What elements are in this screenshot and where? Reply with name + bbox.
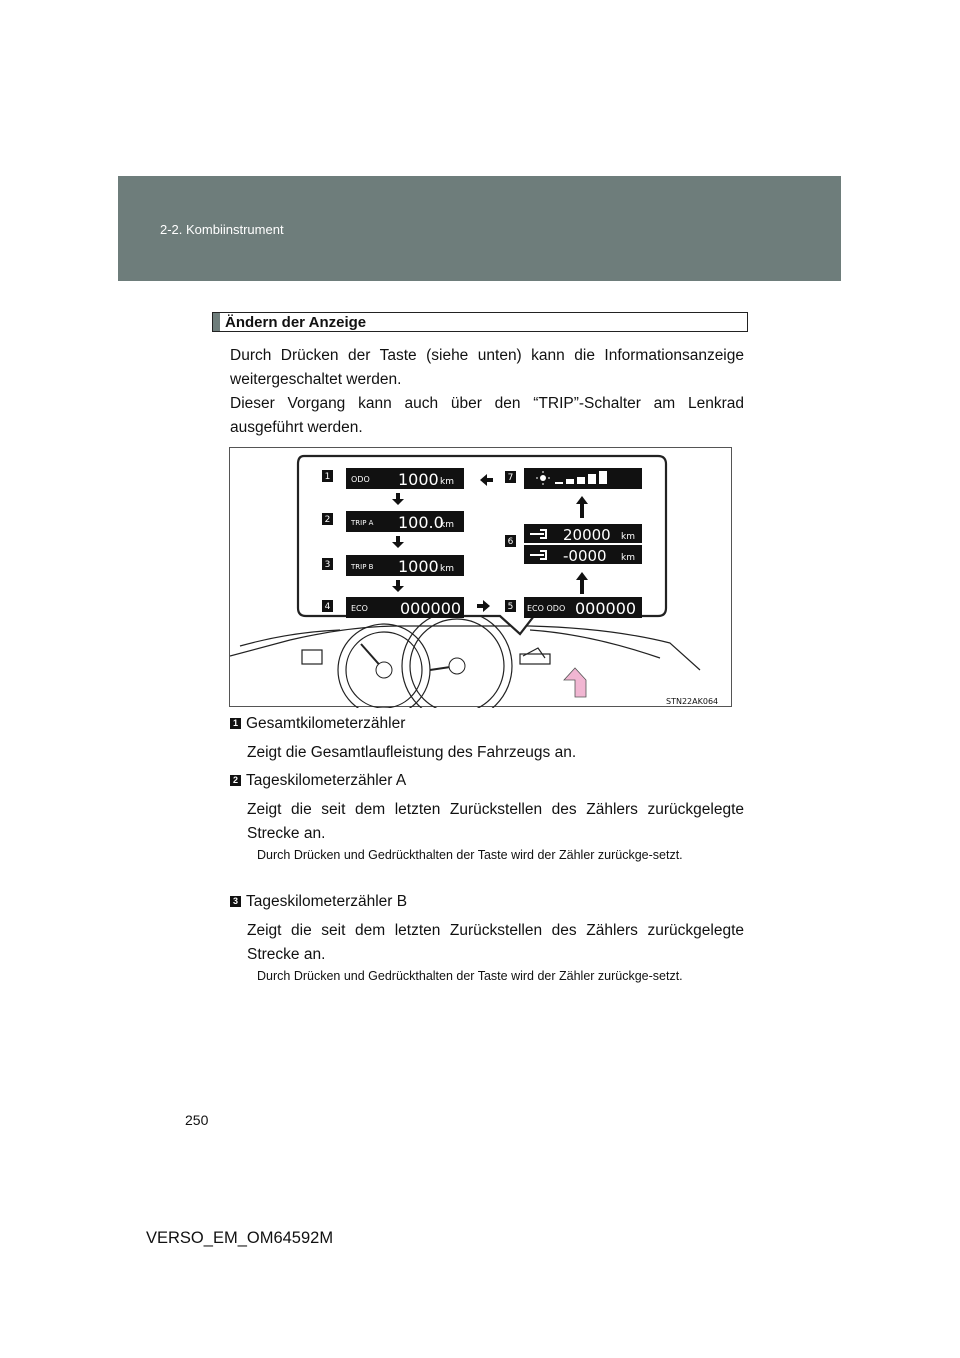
- document-code: VERSO_EM_OM64592M: [146, 1229, 334, 1247]
- item-title: Tageskilometerzähler B: [246, 893, 408, 910]
- intro-text: [230, 344, 744, 440]
- lcd-maintenance-2-unit: km: [621, 553, 635, 563]
- badge-4-label: 4: [324, 602, 331, 612]
- section-title: Ändern der Anzeige: [225, 314, 367, 331]
- lcd-odo-label: ODO: [351, 475, 370, 484]
- item-number: 1: [230, 718, 241, 729]
- intro-paragraph-2: Dieser Vorgang kann auch über den “TRIP”-Schalter am Lenkrad ausgeführt werden.: [230, 395, 744, 436]
- lcd-maintenance-1-unit: km: [621, 532, 635, 542]
- lcd-trip-a-value: 100.0: [398, 513, 444, 532]
- brightness-level-1: [555, 482, 563, 484]
- lcd-trip-b-unit: km: [440, 564, 454, 574]
- tachometer-hub: [449, 658, 465, 674]
- badge-3-label: 3: [324, 560, 331, 570]
- lcd-eco-value: 000000: [400, 599, 462, 618]
- badge-5-label: 5: [507, 602, 514, 612]
- lcd-trip-b-label: TRIP B: [351, 563, 374, 571]
- dashboard-outline: [230, 611, 700, 708]
- lcd-trip-b-value: 1000: [398, 557, 439, 576]
- brightness-level-5: [599, 471, 607, 484]
- item-note: Durch Drücken und Gedrückthalten der Taste wird der Zähler zurückge-setzt.: [257, 848, 683, 862]
- lcd-trip-a-label: TRIP A: [351, 519, 374, 527]
- lcd-eco-odo-label: ECO ODO: [527, 604, 566, 613]
- brightness-level-4: [588, 474, 596, 484]
- figure-code: STN22AK064: [666, 697, 719, 706]
- badge-2-label: 2: [324, 515, 331, 525]
- item-description: Zeigt die Gesamtlaufleistung des Fahrzeugs an.: [247, 744, 577, 761]
- badge-1-label: 1: [324, 472, 331, 482]
- lcd-odo-value: 1000: [398, 470, 439, 489]
- item-note: Durch Drücken und Gedrückthalten der Taste wird der Zähler zurückge-setzt.: [257, 969, 683, 983]
- lcd-maintenance-2-value: -0000: [563, 547, 607, 565]
- speedometer-hub: [376, 662, 392, 678]
- item-number: 3: [230, 896, 241, 907]
- item-title: Gesamtkilometerzähler: [246, 715, 406, 732]
- intro-paragraph-1: Durch Drücken der Taste (siehe unten) kann die Informationsanzeige weitergeschaltet werden.: [230, 347, 744, 388]
- lcd-eco-label: ECO: [351, 604, 368, 613]
- badge-7-label: 7: [507, 473, 514, 483]
- chapter-header: [118, 176, 841, 281]
- section-title-box: [212, 312, 748, 332]
- lcd-maintenance-1-value: 20000: [563, 526, 611, 544]
- page-number: 250: [185, 1112, 209, 1128]
- lcd-odo-unit: km: [440, 477, 454, 487]
- item-number: 2: [230, 775, 241, 786]
- breadcrumb: 2-2. Kombiinstrument: [160, 222, 284, 237]
- item-title: Tageskilometerzähler A: [246, 772, 407, 789]
- section-title-accent: [213, 313, 220, 331]
- item-description: Zeigt die seit dem letzten Zurückstellen des Zählers zurückgelegte Strecke an.: [247, 922, 744, 963]
- item-description: Zeigt die seit dem letzten Zurückstellen des Zählers zurückgelegte Strecke an.: [247, 801, 744, 842]
- brightness-level-3: [577, 477, 585, 484]
- display-sequence-figure: [229, 447, 732, 707]
- figure-illustration: [230, 448, 733, 708]
- press-button-arrow: [564, 668, 586, 697]
- lcd-trip-a-unit: km: [440, 520, 454, 530]
- lcd-eco-odo-value: 000000: [575, 599, 637, 618]
- brightness-level-2: [566, 479, 574, 484]
- sun-icon: [540, 475, 546, 481]
- badge-6-label: 6: [507, 537, 514, 547]
